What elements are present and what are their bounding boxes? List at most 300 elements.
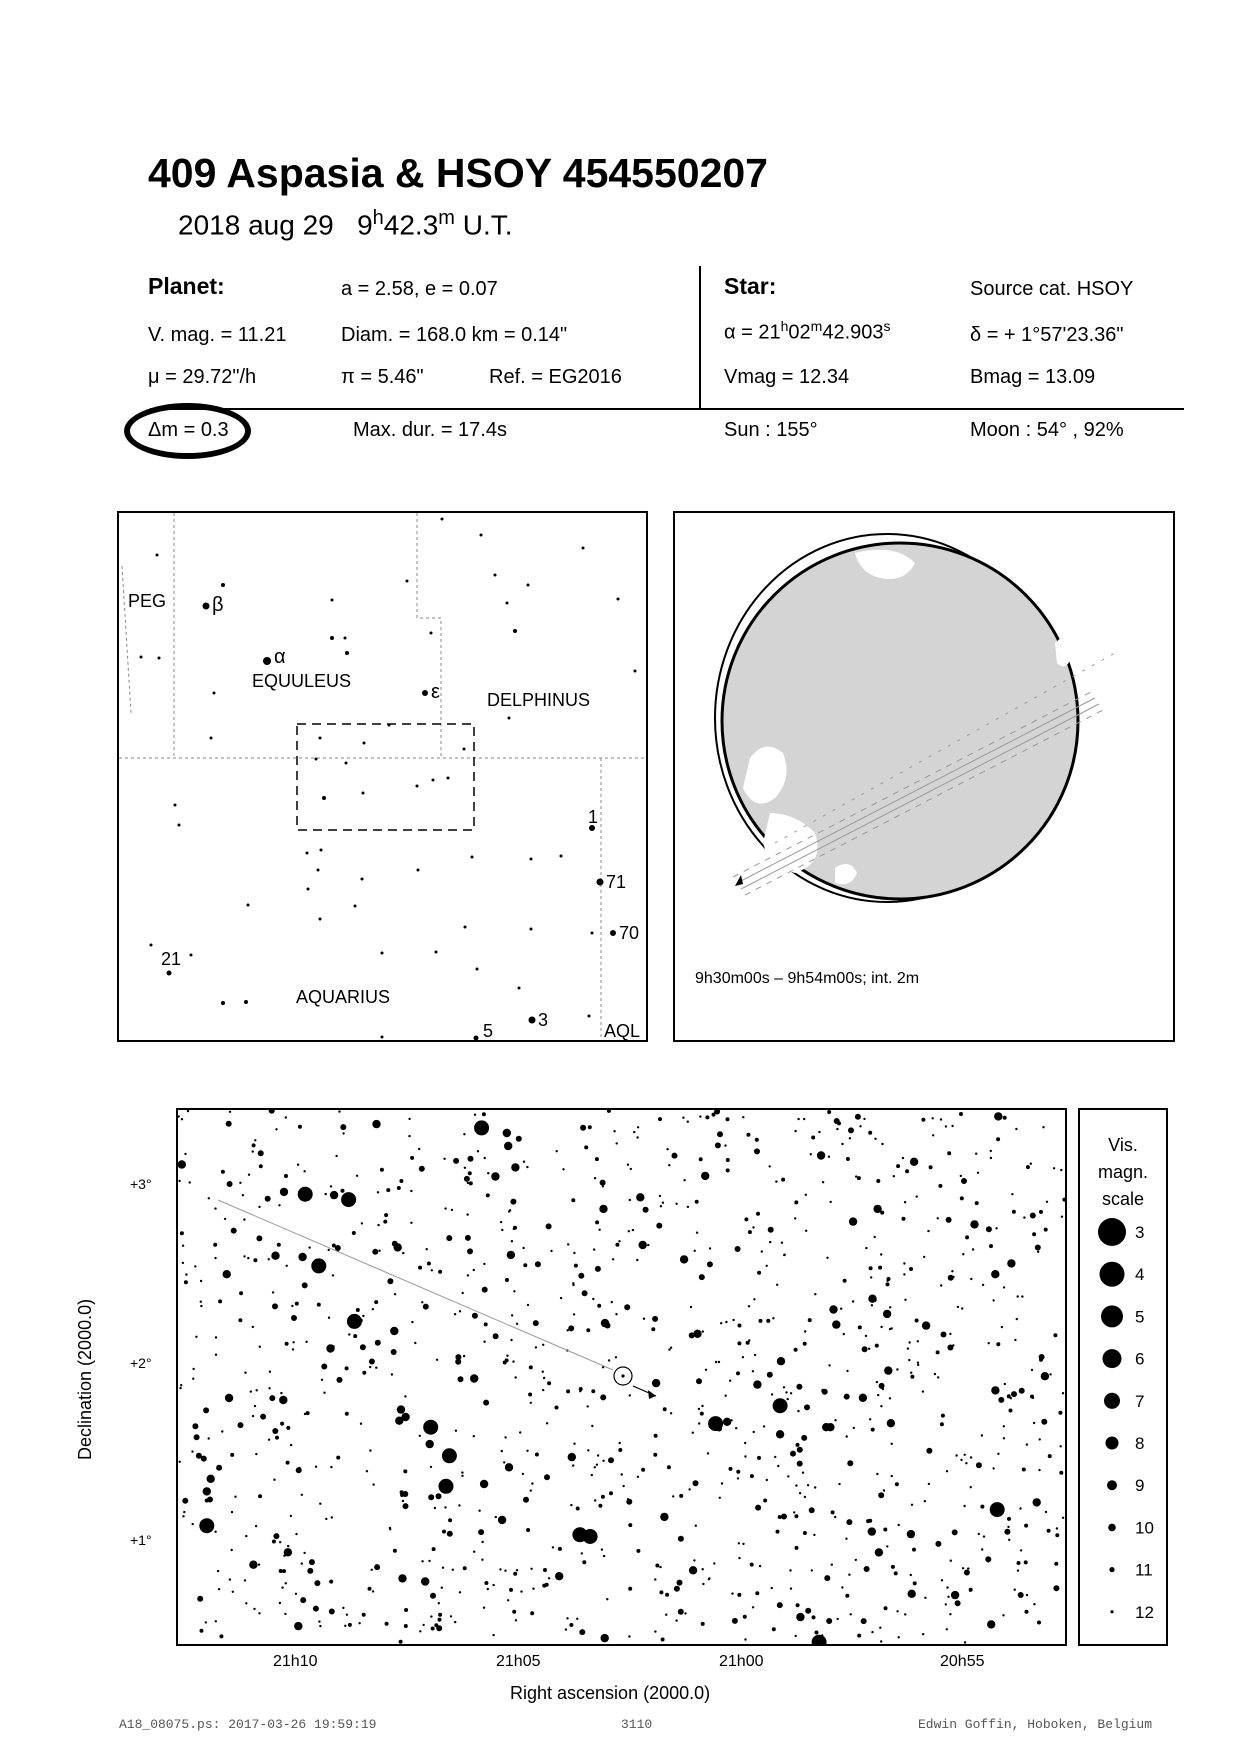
- field-star: [1030, 1395, 1034, 1399]
- field-star: [878, 1492, 884, 1498]
- field-star: [1004, 1529, 1010, 1535]
- field-star: [600, 1394, 606, 1400]
- field-star: [923, 1256, 925, 1258]
- field-star: [629, 1199, 631, 1201]
- field-star: [1026, 1165, 1030, 1169]
- field-star: [884, 1606, 888, 1610]
- field-star: [606, 1598, 608, 1600]
- bright-star: [423, 1420, 438, 1435]
- field-star: [911, 1504, 913, 1506]
- field-star: [1039, 1354, 1045, 1360]
- field-star: [462, 1292, 464, 1294]
- field-star: [810, 1153, 812, 1155]
- field-star: [582, 1290, 588, 1296]
- field-star: [436, 1359, 438, 1361]
- field-star: [744, 1455, 746, 1457]
- field-star: [225, 1394, 233, 1402]
- field-star: [756, 1212, 760, 1216]
- label-aquarius: AQUARIUS: [296, 987, 391, 1007]
- field-star: [374, 1564, 380, 1570]
- field-star: [796, 1613, 804, 1621]
- field-star: [465, 1235, 471, 1241]
- field-star: [432, 1547, 436, 1551]
- field-star: [248, 1174, 250, 1176]
- field-star: [507, 1599, 509, 1601]
- legend-dot-mag-4: [1100, 1262, 1125, 1287]
- field-star: [891, 1565, 895, 1569]
- field-star: [803, 1342, 807, 1346]
- field-star: [927, 1230, 929, 1232]
- field-star: [408, 1135, 410, 1137]
- field-star: [639, 1241, 647, 1249]
- field-star: [794, 1200, 798, 1204]
- field-star: [738, 1542, 740, 1544]
- field-star: [880, 1326, 882, 1328]
- label-delphinus: DELPHINUS: [487, 690, 591, 710]
- field-star: [680, 1255, 688, 1263]
- field-star: [772, 1317, 774, 1319]
- field-star: [618, 1448, 622, 1452]
- field-star: [401, 1413, 409, 1421]
- field-star: [300, 1597, 306, 1603]
- field-star: [398, 1574, 406, 1582]
- field-star: [1023, 1216, 1025, 1218]
- field-star: [259, 1164, 263, 1168]
- field-star: [910, 1158, 918, 1166]
- field-star: [442, 1530, 446, 1534]
- field-star: [399, 1640, 403, 1644]
- field-star: [822, 1181, 824, 1183]
- field-star: [970, 1278, 972, 1280]
- field-star: [182, 1245, 184, 1247]
- field-star: [360, 1344, 366, 1350]
- field-star: [850, 1613, 852, 1615]
- field-star: [643, 1318, 645, 1320]
- field-star: [244, 1372, 246, 1374]
- field-star: [452, 1569, 454, 1571]
- field-star: [362, 1315, 364, 1317]
- field-star: [795, 1484, 797, 1486]
- field-star: [461, 1475, 463, 1477]
- field-star: [1058, 1411, 1062, 1415]
- field-star: [591, 1425, 593, 1427]
- field-star: [397, 1405, 405, 1413]
- legend-dot-mag-3: [1098, 1218, 1126, 1246]
- field-star: [587, 1449, 589, 1451]
- field-star: [592, 1298, 594, 1300]
- field-star: [869, 1266, 873, 1270]
- field-star: [729, 1467, 733, 1471]
- field-star: [846, 1370, 848, 1372]
- field-star: [855, 1175, 857, 1177]
- field-star: [269, 1371, 271, 1373]
- field-star: [353, 1334, 357, 1338]
- field-star: [372, 1249, 378, 1255]
- field-star: [748, 1305, 750, 1307]
- field-star: [951, 1125, 953, 1127]
- field-star: [730, 1419, 732, 1421]
- field-star: [818, 1131, 820, 1133]
- field-star: [344, 1625, 346, 1627]
- field-star: [238, 1318, 242, 1322]
- field-star: [624, 1304, 630, 1310]
- field-star: [822, 1389, 828, 1395]
- field-star: [976, 1462, 982, 1468]
- field-star: [1062, 1517, 1064, 1519]
- field-star: [838, 1483, 840, 1485]
- field-star: [666, 1148, 668, 1150]
- field-star: [977, 1172, 979, 1174]
- field-star: [459, 1310, 461, 1312]
- field-star: [1044, 1228, 1048, 1232]
- field-star: [213, 1243, 217, 1247]
- field-star: [891, 1475, 893, 1477]
- field-star: [192, 1523, 194, 1525]
- field-star: [309, 1559, 315, 1565]
- field-star: [205, 1621, 207, 1623]
- field-star: [469, 1181, 473, 1185]
- field-star: [358, 1622, 360, 1624]
- field-star: [879, 1627, 881, 1629]
- field-star: [957, 1306, 959, 1308]
- max-duration: Max. dur. = 17.4s: [353, 419, 507, 441]
- field-star: [511, 1163, 519, 1171]
- field-star: [615, 1313, 617, 1315]
- field-star: [660, 1513, 668, 1521]
- field-star: [641, 1468, 645, 1472]
- field-star: [594, 1499, 596, 1501]
- field-star: [239, 1182, 241, 1184]
- field-star: [701, 1405, 703, 1407]
- field-star: [859, 1394, 867, 1402]
- legend-dot-mag-9: [1107, 1480, 1117, 1490]
- field-star: [1004, 1383, 1006, 1385]
- field-star: [991, 1270, 999, 1278]
- field-star: [877, 1394, 879, 1396]
- field-star: [1003, 1286, 1005, 1288]
- field-star: [601, 1319, 609, 1327]
- field-star: [679, 1494, 683, 1498]
- field-star: [665, 1614, 667, 1616]
- field-star: [964, 1454, 966, 1456]
- field-star: [584, 1145, 588, 1149]
- field-star: [947, 1345, 953, 1351]
- field-star: [845, 1594, 849, 1598]
- field-star: [375, 1340, 381, 1346]
- field-star: [346, 1614, 348, 1616]
- field-star: [542, 1344, 544, 1346]
- field-star: [285, 1582, 287, 1584]
- field-star: [513, 1228, 515, 1230]
- field-star: [694, 1250, 696, 1252]
- field-star: [268, 1387, 270, 1389]
- field-star: [579, 1387, 583, 1391]
- field-star: [834, 1118, 840, 1124]
- field-star: [272, 1540, 276, 1544]
- field-star: [372, 1483, 374, 1485]
- field-star: [811, 1569, 813, 1571]
- field-star: [291, 1305, 293, 1307]
- field-star: [505, 1278, 509, 1282]
- field-star: [281, 1586, 283, 1588]
- field-star: [917, 1364, 919, 1366]
- field-star: [458, 1504, 460, 1506]
- event-date: 2018 aug 29: [178, 209, 334, 241]
- field-star: [913, 1581, 917, 1585]
- field-star: [815, 1631, 819, 1635]
- field-star: [586, 1328, 590, 1332]
- field-star: [467, 1248, 473, 1254]
- field-star: [896, 1610, 898, 1612]
- field-star: [981, 1434, 983, 1436]
- field-star: [763, 1425, 765, 1427]
- field-star: [718, 1361, 720, 1363]
- field-star: [989, 1244, 993, 1248]
- field-star: [345, 1412, 349, 1416]
- field-star: [591, 1389, 595, 1393]
- field-star: [569, 1623, 573, 1627]
- field-star: [670, 1347, 672, 1349]
- field-star: [481, 1559, 483, 1561]
- field-star: [594, 1177, 596, 1179]
- field-star: [603, 1555, 605, 1557]
- field-star: [1055, 1533, 1059, 1537]
- field-star: [535, 1346, 537, 1348]
- field-star: [746, 1133, 750, 1137]
- field-star: [285, 1342, 289, 1346]
- field-star: [988, 1342, 990, 1344]
- field-star: [277, 1243, 281, 1247]
- field-star: [245, 1535, 247, 1537]
- planet-vmag: V. mag. = 11.21: [148, 324, 287, 346]
- field-star: [330, 1185, 332, 1187]
- field-star: [431, 1627, 435, 1631]
- field-star: [938, 1184, 942, 1188]
- field-star: [184, 1280, 188, 1284]
- field-star: [223, 1270, 231, 1278]
- field-star: [991, 1386, 999, 1394]
- field-star: [880, 1640, 882, 1642]
- field-star: [556, 1150, 558, 1152]
- bright-stars: [178, 1120, 1005, 1644]
- field-star: [629, 1394, 631, 1396]
- field-star: [655, 1564, 659, 1568]
- field-star: [400, 1490, 404, 1494]
- field-star: [284, 1174, 288, 1178]
- field-star: [201, 1456, 207, 1462]
- field-star: [298, 1253, 306, 1261]
- field-star: [389, 1528, 391, 1530]
- field-star: [797, 1447, 803, 1453]
- field-star: [254, 1139, 256, 1141]
- field-star: [737, 1477, 739, 1479]
- legend-label-mag-6: 6: [1135, 1349, 1145, 1369]
- field-star: [328, 1317, 330, 1319]
- field-star: [529, 1365, 533, 1369]
- field-star: [535, 1453, 539, 1457]
- field-star: [868, 1519, 872, 1523]
- field-star: [702, 1568, 704, 1570]
- field-star: [1041, 1372, 1049, 1380]
- field-star: [287, 1545, 289, 1547]
- field-star: [582, 1560, 586, 1564]
- field-star: [523, 1497, 529, 1503]
- field-star: [656, 1223, 662, 1229]
- field-star: [369, 1366, 371, 1368]
- field-star: [1048, 1454, 1052, 1458]
- field-star: [849, 1137, 851, 1139]
- field-star: [871, 1304, 873, 1306]
- field-star: [260, 1414, 266, 1420]
- field-star: [566, 1617, 568, 1619]
- planet-heading: Planet:: [148, 273, 225, 299]
- field-star: [598, 1229, 600, 1231]
- field-star: [600, 1180, 606, 1186]
- field-star: [602, 1185, 604, 1187]
- field-star: [643, 1207, 649, 1213]
- field-star: [297, 1164, 299, 1166]
- field-star: [500, 1221, 502, 1223]
- field-star: [493, 1333, 499, 1339]
- field-star: [813, 1534, 815, 1536]
- field-star: [601, 1634, 609, 1642]
- field-star: [717, 1131, 723, 1137]
- field-star: [279, 1541, 281, 1543]
- field-star: [447, 1531, 453, 1537]
- field-star: [846, 1435, 848, 1437]
- field-star: [922, 1390, 924, 1392]
- field-star: [280, 1422, 284, 1426]
- field-star: [865, 1335, 867, 1337]
- field-star: [252, 1415, 254, 1417]
- field-star: [528, 1393, 532, 1397]
- bright-star: [298, 1187, 313, 1202]
- field-star: [252, 1150, 254, 1152]
- field-star: [332, 1274, 334, 1276]
- field-star: [385, 1622, 389, 1626]
- field-star: [922, 1633, 924, 1635]
- field-star: [846, 1519, 852, 1525]
- field-star: [946, 1217, 952, 1223]
- field-star: [256, 1235, 262, 1241]
- y-axis-label: Declination (2000.0): [75, 1298, 95, 1460]
- field-star: [1022, 1468, 1026, 1472]
- field-star: [742, 1543, 744, 1545]
- field-star: [508, 1210, 510, 1212]
- field-star: [321, 1364, 327, 1370]
- field-star: [430, 1615, 432, 1617]
- field-star: [271, 1252, 279, 1260]
- field-star: [205, 1499, 209, 1503]
- field-star: [272, 1291, 274, 1293]
- field-star: [519, 1431, 521, 1433]
- field-star: [530, 1489, 532, 1491]
- field-star: [1011, 1193, 1013, 1195]
- field-star: [319, 1503, 321, 1505]
- field-star: [215, 1354, 217, 1356]
- legend-label-mag-4: 4: [1135, 1265, 1145, 1285]
- field-star: [992, 1467, 994, 1469]
- field-star: [531, 1482, 533, 1484]
- legend-dot-mag-12: [1110, 1610, 1113, 1613]
- field-star: [280, 1392, 282, 1394]
- motion-arrow-icon: [648, 1390, 656, 1399]
- field-star: [574, 1264, 578, 1268]
- field-star: [628, 1635, 630, 1637]
- field-star: [249, 1561, 257, 1569]
- field-star: [548, 1577, 550, 1579]
- field-star: [387, 1278, 393, 1284]
- field-star: [568, 1325, 574, 1331]
- field-star: [558, 1547, 562, 1551]
- field-star: [403, 1503, 409, 1509]
- field-star: [533, 1320, 539, 1326]
- field-star: [796, 1443, 800, 1447]
- field-star: [526, 1528, 530, 1532]
- field-star: [794, 1348, 798, 1352]
- field-star: [952, 1276, 954, 1278]
- field-star: [908, 1359, 910, 1361]
- field-star: [259, 1346, 261, 1348]
- field-star: [652, 1316, 658, 1322]
- field-star: [547, 1381, 551, 1385]
- field-star: [960, 1196, 964, 1200]
- field-star: [803, 1118, 805, 1120]
- field-star: [1018, 1592, 1024, 1598]
- field-star: [483, 1263, 485, 1265]
- label-peg: PEG: [128, 591, 167, 611]
- field-star: [766, 1265, 768, 1267]
- field-star: [511, 1240, 513, 1242]
- field-star: [941, 1414, 945, 1418]
- globe-time-caption: 9h30m00s – 9h54m00s; int. 2m: [695, 970, 920, 987]
- field-star: [253, 1608, 255, 1610]
- field-star: [215, 1336, 217, 1338]
- field-star: [430, 1466, 432, 1468]
- field-star: [442, 1567, 444, 1569]
- field-star: [258, 1150, 264, 1156]
- field-star: [695, 1525, 697, 1527]
- field-star: [187, 1110, 189, 1112]
- field-star: [444, 1207, 446, 1209]
- field-star: [834, 1516, 836, 1518]
- field-star: [659, 1195, 661, 1197]
- y-tick-2: +2°: [130, 1355, 152, 1371]
- globe-panel: [673, 511, 1175, 1042]
- field-star: [907, 1347, 909, 1349]
- sun-elongation: Sun : 155°: [724, 419, 818, 441]
- field-star: [868, 1527, 876, 1535]
- field-star: [436, 1493, 442, 1499]
- field-star: [960, 1459, 962, 1461]
- field-star: [230, 1453, 234, 1457]
- field-star: [881, 1143, 883, 1145]
- field-star: [451, 1209, 453, 1211]
- hours-unit: h: [372, 207, 384, 229]
- field-star: [654, 1630, 656, 1632]
- field-star: [947, 1151, 951, 1155]
- field-star: [419, 1435, 421, 1437]
- field-star: [754, 1354, 756, 1356]
- field-star: [951, 1591, 959, 1599]
- footer-page-number: 3110: [621, 1717, 653, 1732]
- field-star: [1042, 1126, 1044, 1128]
- field-star: [1056, 1527, 1058, 1529]
- field-star: [767, 1372, 773, 1378]
- field-star: [252, 1143, 256, 1147]
- field-star: [886, 1282, 890, 1286]
- field-star: [492, 1634, 494, 1636]
